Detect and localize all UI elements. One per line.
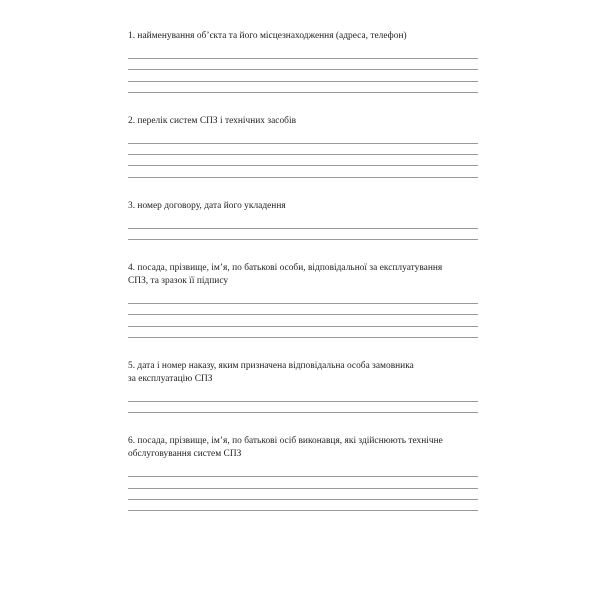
fill-in-line[interactable] — [128, 166, 478, 177]
fill-in-line[interactable] — [128, 155, 478, 166]
fill-in-line[interactable] — [128, 59, 478, 70]
section-responsible-person — [128, 262, 478, 338]
fill-in-lines — [128, 467, 478, 511]
fill-in-line[interactable] — [128, 402, 478, 413]
fill-in-line[interactable] — [128, 134, 478, 144]
section-contract-number-date — [128, 200, 478, 240]
fill-in-line[interactable] — [128, 477, 478, 488]
fill-in-lines — [128, 49, 478, 93]
form-body — [128, 30, 478, 511]
section-object-name-location — [128, 30, 478, 93]
section-label: 4. посада, прізвище, ім’я, по батькові особи, відповідальної за експлуатування СПЗ, та зразок її підпису — [128, 263, 443, 287]
fill-in-line[interactable] — [128, 304, 478, 315]
fill-in-line[interactable] — [128, 294, 478, 304]
fill-in-line[interactable] — [128, 229, 478, 240]
fill-in-lines — [128, 392, 478, 413]
fill-in-line[interactable] — [128, 327, 478, 338]
section-label: 5. дата і номер наказу, яким призначена відповідальна особа замовника за експлуатацію СПЗ — [128, 360, 414, 384]
section-order-date-number — [128, 360, 478, 413]
fill-in-line[interactable] — [128, 70, 478, 81]
fill-in-line[interactable] — [128, 467, 478, 477]
fill-in-line[interactable] — [128, 49, 478, 59]
fill-in-line[interactable] — [128, 144, 478, 155]
fill-in-line[interactable] — [128, 82, 478, 93]
section-label: 2. перелік систем СПЗ і технічних засобів — [128, 115, 297, 126]
fill-in-lines — [128, 294, 478, 338]
fill-in-line[interactable] — [128, 500, 478, 511]
fill-in-line[interactable] — [128, 219, 478, 229]
fill-in-line[interactable] — [128, 489, 478, 500]
fill-in-lines — [128, 219, 478, 240]
fill-in-lines — [128, 134, 478, 178]
section-label: 1. найменування об’єкта та його місцезнаходження (адреса, телефон) — [128, 31, 407, 41]
fill-in-line[interactable] — [128, 392, 478, 402]
section-contractor-personnel — [128, 435, 478, 511]
section-systems-list — [128, 115, 478, 178]
section-label: 3. номер договору, дата його укладення — [128, 200, 286, 211]
section-label: 6. посада, прізвище, ім’я, по батькові осіб виконавця, які здійснюють технічне обслуговування систем СПЗ — [128, 436, 443, 460]
fill-in-line[interactable] — [128, 315, 478, 326]
